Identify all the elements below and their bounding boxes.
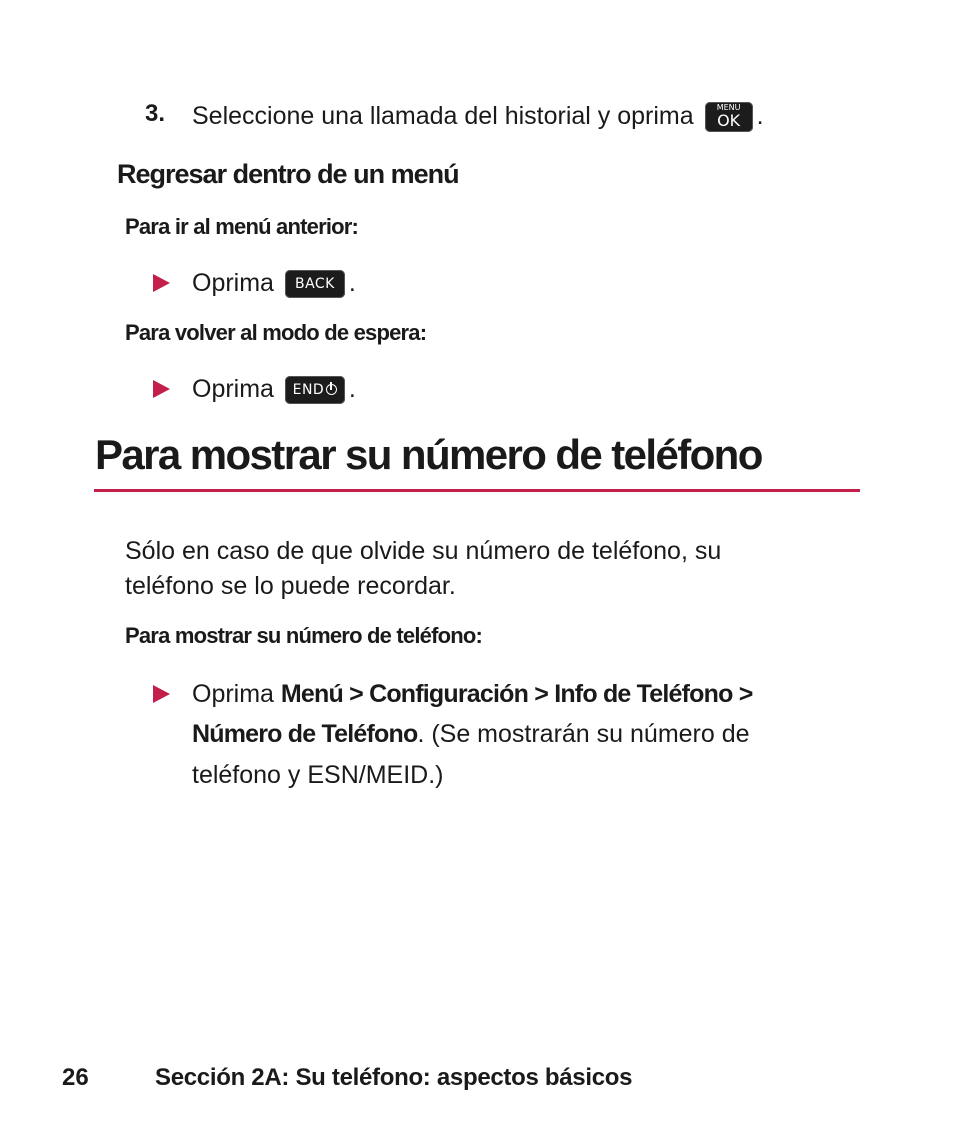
step-number: 3.: [145, 100, 166, 127]
bullet-path-line-3: teléfono y ESN/MEID.): [192, 761, 444, 789]
subheading-standby: Para volver al modo de espera:: [125, 320, 427, 345]
page-title: Para mostrar su número de teléfono: [95, 431, 762, 478]
intro-line-1: Sólo en caso de que olvide su número de teléfono, su: [125, 537, 722, 565]
menu-ok-key: [705, 102, 753, 132]
subheading-show-number: Para mostrar su número de teléfono:: [125, 623, 483, 648]
back-key: BACK: [285, 270, 345, 298]
bullet-end: [192, 371, 356, 407]
title-divider: [94, 489, 860, 492]
power-icon: [326, 384, 337, 395]
bullet-lead: Oprima: [192, 680, 281, 708]
menu-key-label: MENU: [716, 103, 741, 113]
step-3-period: .: [756, 102, 764, 130]
end-key-label: END: [292, 382, 325, 399]
subheading-previous-menu: Para ir al menú anterior:: [125, 214, 359, 239]
page-number: 26: [62, 1064, 89, 1091]
menu-path-2: Número de Teléfono: [192, 720, 418, 748]
bullet-rest: . (Se mostrarán su número de: [417, 720, 750, 748]
bullet-path-line-1: [192, 676, 753, 712]
intro-line-2: teléfono se lo puede recordar.: [125, 572, 456, 600]
step-3-line: [192, 98, 764, 134]
ok-key-label: OK: [717, 111, 741, 131]
footer-section: Sección 2A: Su teléfono: aspectos básicos: [155, 1064, 633, 1091]
triangle-right-icon: [153, 685, 170, 703]
bullet-path-line-2: [192, 716, 750, 752]
bullet-end-period: .: [348, 375, 356, 403]
triangle-right-icon: [153, 380, 170, 398]
bullet-back-period: .: [348, 269, 356, 297]
end-key: [285, 376, 345, 404]
section-heading: Regresar dentro de un menú: [117, 159, 459, 189]
step-3-text: Seleccione una llamada del historial y oprima: [192, 102, 694, 130]
bullet-back: [192, 265, 356, 301]
triangle-right-icon: [153, 274, 170, 292]
bullet-end-text: Oprima: [192, 375, 274, 403]
menu-path-1: Menú > Configuración > Info de Teléfono >: [280, 680, 753, 708]
bullet-back-text: Oprima: [192, 269, 274, 297]
